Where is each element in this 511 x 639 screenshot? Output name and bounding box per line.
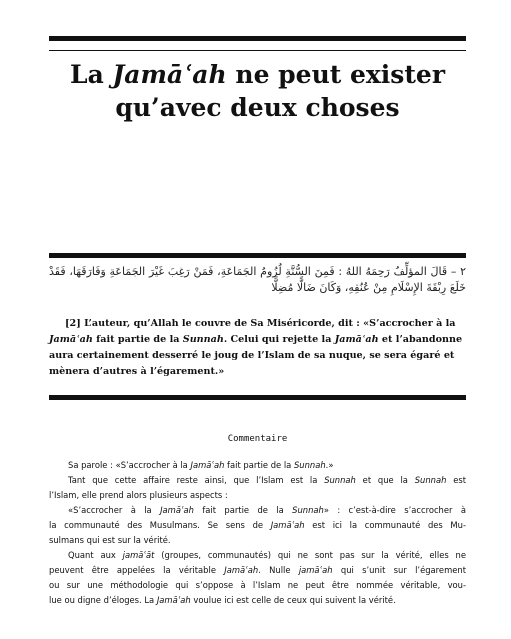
commentary-body <box>49 458 466 608</box>
commentary-paragraph: Tant que cette affaire reste ainsi, que l’Islam est la Sunnah et que la Sunnah est l’Islam, elle prend alors plusieurs aspects : <box>49 475 466 500</box>
top-thick-rule <box>49 36 466 41</box>
commentary-paragraph: Sa parole : «S’accrocher à la Jamāʿah fait partie de la Sunnah.» <box>68 460 334 470</box>
matn-bottom-rule <box>49 395 466 400</box>
arabic-matn: ٢ – قَالَ المؤلِّفُ رَحِمَهُ اللهُ : فَمِنَ السُّنَّةِ لُزُومُ الجَمَاعَةِ، فَمَنْ رَغِبَ غَيْرَ الجَمَاعَةِ وَفَارَقَهَا، فَقَدْ خَلَعَ رِبْقَةَ الإِسْلَامِ مِنْ عُنُقِهِ، وَكَانَ ضَالًّا مُضِلًّا <box>49 265 466 294</box>
matn-translation: [2] L’auteur, qu’Allah le couvre de Sa Miséricorde, dit : «S’accrocher à la Jamāʿah fait partie de la Sunnah. Celui qui rejette la Jamāʿah et l’abandonne aura certainement desserré le joug de l’Islam de sa nuque, se sera égaré et mènera d’autres à l’égarement.» <box>49 316 466 380</box>
chapter-title <box>49 58 466 124</box>
commentary-paragraph: Quant aux jamāʿāt (groupes, communautés) qui ne sont pas sur la vérité, elles ne peuvent être appelées la véritable Jamāʿah. Nulle jamāʿah qui s’unit sur l’égarement ou sur une méthodologie qui s’oppose à l’Islam ne peut être nommée véritable, vou- lue ou digne d’éloges. La Jamāʿah voulue ici est celle de ceux qui suivent la vérité. <box>49 550 466 605</box>
commentary-heading: Commentaire <box>227 434 288 444</box>
commentary-paragraph: «S’accrocher à la Jamāʿah fait partie de la Sunnah» : c’est-à-dire s’accrocher à la communauté des Musulmans. Se sens de Jamāʿah est ici la communauté des Mu- sulmans qui est sur la vérité. <box>49 505 466 545</box>
chapter-title-line-1: La Jamāʿah ne peut exister <box>69 60 445 89</box>
matn-top-rule <box>49 253 466 258</box>
translation-line-2: Jamāʿah fait partie de la Sunnah. Celui qui rejette la Jamāʿah et l’abandonne <box>49 334 463 345</box>
chapter-title-line-2: qu’avec deux choses <box>115 93 400 122</box>
top-thin-rule <box>49 50 466 51</box>
